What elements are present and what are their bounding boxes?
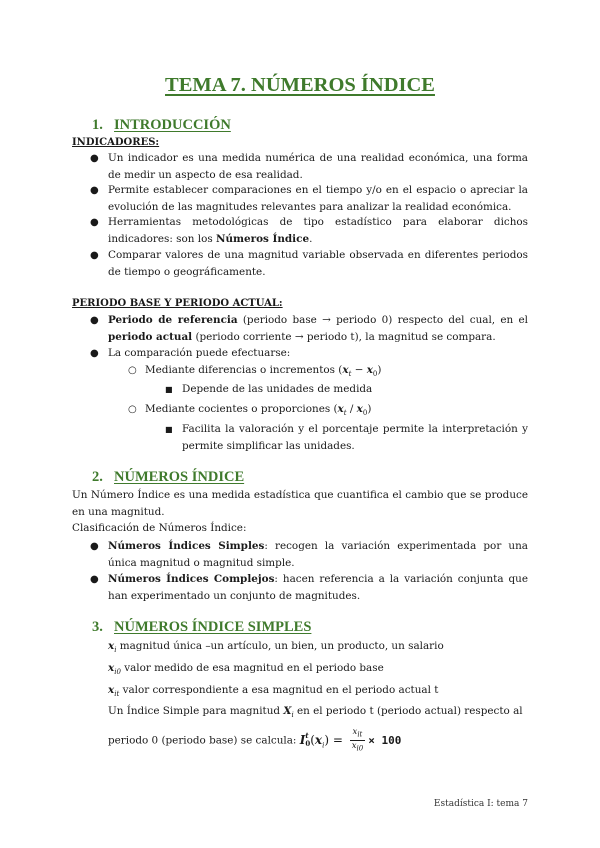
text-run: Mediante diferencias o incrementos ( (145, 364, 343, 376)
math-var: x (108, 684, 115, 696)
section-heading-2 (92, 469, 244, 486)
math-var: x (356, 403, 363, 415)
math-sub: i (322, 741, 325, 750)
definition-line (108, 703, 528, 724)
text-run: (periodo base → periodo 0) respecto del cual, en el (237, 314, 528, 326)
bullet-icon: ● (90, 315, 99, 326)
subheading-periodo: PERIODO BASE Y PERIODO ACTUAL: (72, 298, 283, 309)
bullet-icon: ● (90, 217, 99, 228)
page-footer: Estadística I: tema 7 (433, 799, 528, 809)
text-run: Un Índice Simple para magnitud (108, 705, 284, 717)
list-item: Comparar valores de una magnitud variable observada en diferentes periodos de tiempo o geográficamente. (108, 249, 528, 278)
square-bullet-icon: ■ (165, 425, 173, 434)
text-run: Herramientas metodológicas de tipo estadístico para elaborar dichos indicadores: son los (108, 216, 528, 245)
math-sub: t (348, 370, 352, 379)
section-title: NÚMEROS ÍNDICE SIMPLES (114, 619, 312, 635)
list-item: Depende de las unidades de medida (182, 383, 373, 395)
math-sub: i0 (356, 744, 364, 753)
bold-term: Periodo de referencia (108, 314, 238, 326)
math-sub: it (114, 690, 120, 699)
list-item (108, 538, 528, 571)
math-var: x (108, 640, 115, 652)
math-op: = (329, 732, 347, 747)
text-run: en el periodo t (periodo actual) respecto al (293, 705, 523, 717)
subheading-indicadores: INDICADORES: (72, 137, 160, 148)
list-item (108, 571, 528, 604)
math-var: x (342, 364, 349, 376)
math-sub: i0 (114, 668, 121, 677)
text-run: : hacen referencia a la variación conjunta que han experimentado un conjunto de magnitudes. (108, 573, 528, 602)
math-var: I (299, 732, 306, 747)
text-run: . (309, 232, 313, 245)
math-op: − (351, 364, 367, 376)
bullet-icon: ● (90, 541, 99, 552)
formula-line (108, 727, 401, 754)
bullet-icon: ● (90, 574, 99, 585)
text-run: (periodo corriente → periodo t), la magnitud se compara. (192, 330, 496, 343)
math-op: × 100 (368, 733, 402, 747)
list-item: Permite establecer comparaciones en el tiempo y/o en el espacio o apreciar la evolución de las magnitudes relevantes para analizar la realidad económica. (108, 184, 528, 213)
math-op: ( (310, 732, 315, 747)
math-sub: 0 (362, 409, 368, 418)
section-heading-3 (92, 619, 311, 636)
text-run: ) (367, 403, 372, 415)
math-sub: t (343, 409, 347, 418)
math-op: / (346, 403, 357, 415)
math-sub: it (357, 730, 363, 739)
bold-term: Números Índices Complejos (108, 573, 275, 585)
definition-line (108, 638, 444, 659)
circle-bullet-icon: ○ (128, 404, 137, 415)
bold-term: periodo actual (108, 330, 193, 343)
definition-line (108, 660, 384, 681)
text-run: magnitud única –un artículo, un bien, un producto, un salario (116, 640, 444, 652)
section-heading-1 (92, 117, 231, 134)
math-fraction (350, 727, 366, 753)
math-sub: 0 (305, 739, 311, 749)
bullet-icon: ● (90, 250, 99, 261)
text-run: ) (377, 364, 382, 376)
text-run: valor medido de esa magnitud en el periodo base (120, 662, 384, 674)
bullet-icon: ● (90, 348, 99, 359)
bullet-icon: ● (90, 153, 99, 164)
section-number: 1. (92, 117, 103, 133)
math-var: x (352, 727, 358, 737)
definition-line (108, 682, 438, 703)
math-var: x (314, 732, 323, 747)
math-var: x (351, 740, 357, 751)
list-item (145, 362, 381, 383)
math-sub: i (114, 646, 117, 655)
list-item (145, 401, 371, 422)
math-var: X (283, 705, 292, 717)
math-var: x (337, 403, 344, 415)
math-sup: t (305, 731, 309, 741)
math-var: x (108, 662, 115, 674)
paragraph: Un Número Índice es una medida estadística que cuantifica el cambio que se produce en una magnitud. (72, 489, 528, 518)
circle-bullet-icon: ○ (128, 365, 137, 376)
text-run: valor correspondiente a esa magnitud en el periodo actual t (119, 684, 439, 696)
text-run: Mediante cocientes o proporciones ( (145, 403, 338, 415)
list-item (108, 312, 528, 345)
math-op: ) (324, 732, 330, 747)
math-sub: 0 (372, 370, 378, 379)
bold-term: Números Índices Simples (108, 540, 265, 552)
page-title: TEMA 7. NÚMEROS ÍNDICE (165, 74, 435, 96)
text-run: : recogen la variación experimentada por una única magnitud o magnitud simple. (108, 540, 528, 569)
section-number: 3. (92, 619, 103, 635)
paragraph: Clasificación de Números Índice: (72, 522, 247, 534)
math-var: x (366, 364, 373, 376)
list-item: Facilita la valoración y el porcentaje permite la interpretación y permite simplificar las unidades. (182, 423, 528, 452)
formula (299, 727, 402, 753)
bold-term: Números Índice (215, 232, 310, 245)
bullet-icon: ● (90, 185, 99, 196)
list-item: Un indicador es una medida numérica de una realidad económica, una forma de medir un aspecto de esa realidad. (108, 152, 528, 181)
list-item (108, 214, 528, 247)
section-number: 2. (92, 469, 103, 485)
list-item: La comparación puede efectuarse: (108, 347, 291, 359)
math-sub: i (291, 711, 294, 720)
section-title: INTRODUCCIÓN (114, 117, 231, 133)
text-run: periodo 0 (periodo base) se calcula: (108, 734, 300, 747)
square-bullet-icon: ■ (165, 385, 173, 394)
section-title: NÚMEROS ÍNDICE (114, 469, 245, 485)
